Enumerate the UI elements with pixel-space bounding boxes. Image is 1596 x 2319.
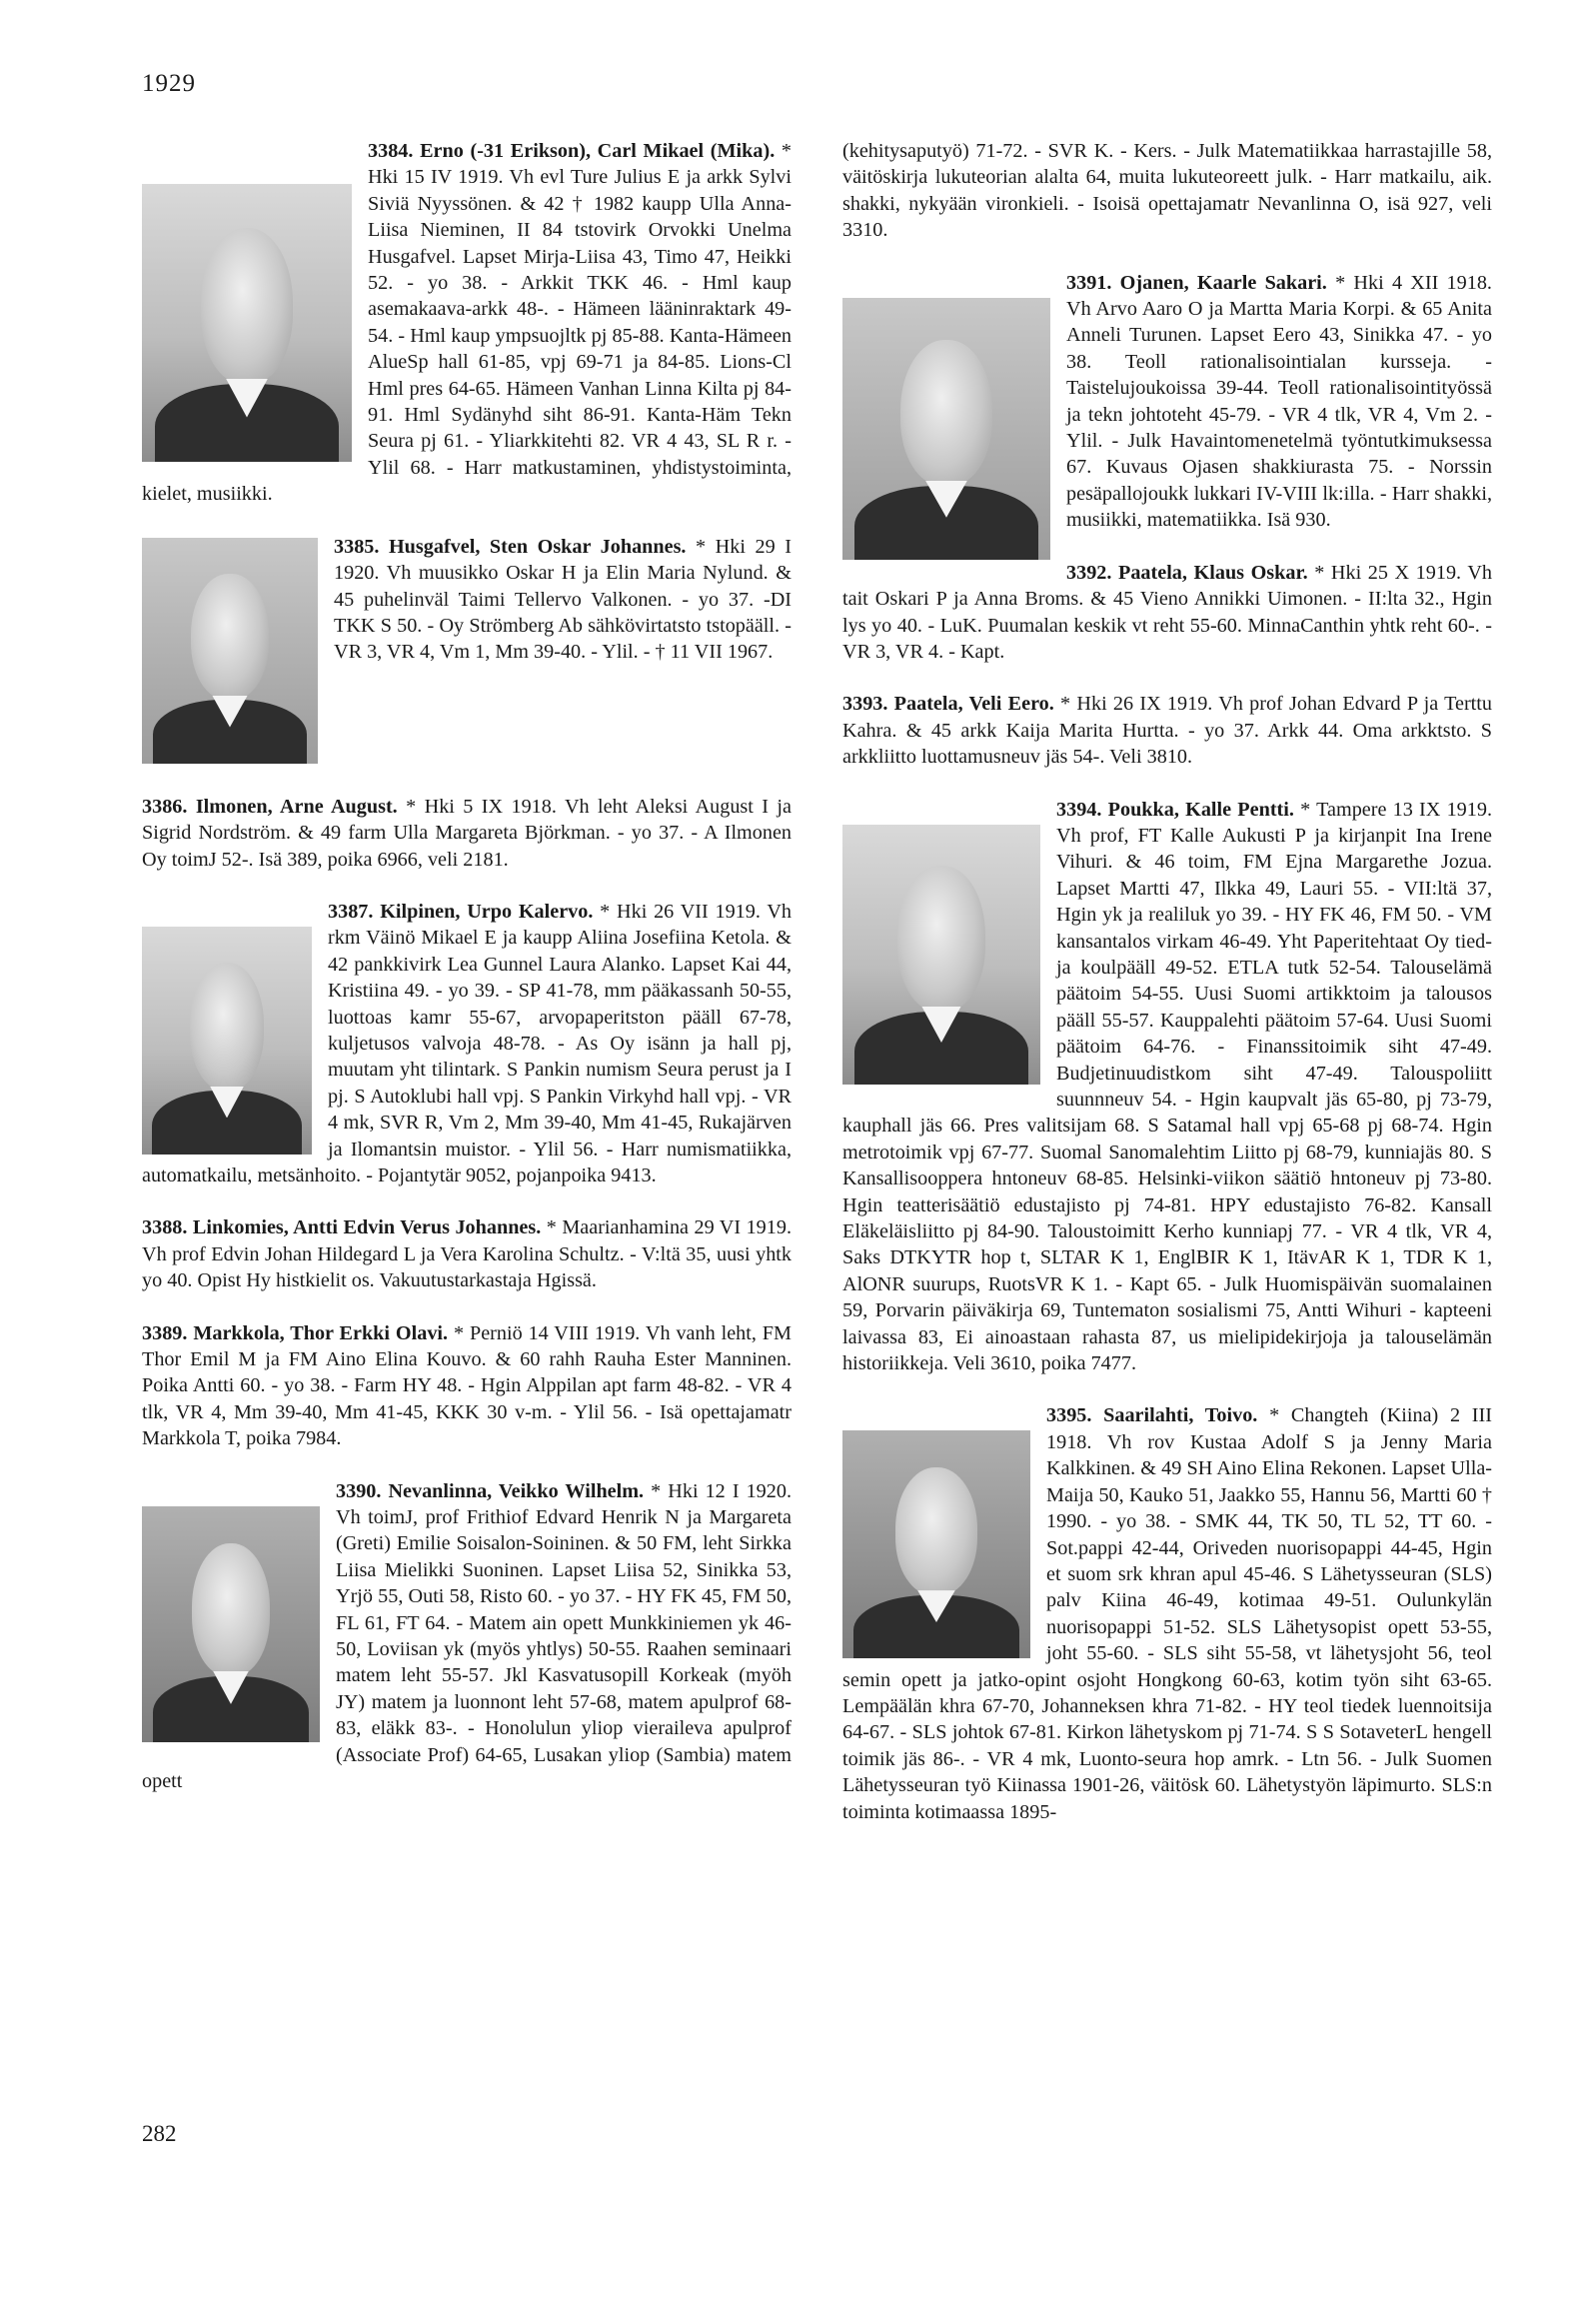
entry-3384 — [142, 138, 792, 508]
entry-heading: 3389. Markkola, Thor Erkki Olavi. — [142, 1321, 449, 1344]
portrait-face — [192, 1543, 270, 1675]
entry-heading: 3386. Ilmonen, Arne August. — [142, 795, 398, 818]
entry-text: * Hki 4 XII 1918. Vh Arvo Aaro O ja Martta Maria Korpi. & 65 Anita Anneli Turunen. Lapset Eero 43, Sinikka 47. - yo 38. Teoll rationalisointialan kursseja. - Taistelujoukoissa 39-44. Teoll rationalisointityössä ja tekn johtoteht 45-79. - VR 4 tlk, VR 4, Vm 2. - Ylil. - Julk Havaintomenetelmä työntutkimuksessa 67. Kuvaus Ojasen shakkiurasta 75. - Norssin pesäpallojoukk lukkari IV-VIII lk:illa. - Harr shakki, musiikki, matematiikka. Isä 930. — [1066, 271, 1492, 532]
portrait-photo — [842, 825, 1040, 1085]
entry-3387 — [142, 899, 792, 1188]
entry-text: * Hki 25 X 1919. Vh tait Oskari P ja Anna Broms. & 45 Vieno Annikki Uimonen. - II:lta 32., Hgin lys yo 40. - LuK. Puumalan keskik vt reht 55-60. MinnaCanthin yhtk reht 60-. - VR 3, VR 4. - Kapt. — [842, 561, 1492, 663]
entry-text: * Hki 29 I 1920. Vh muusikko Oskar H ja Elin Maria Nylund. & 45 puhelinväl Taimi Tellervo Valkonen. - yo 37. -DI TKK S 50. - Oy Strömberg Ab sähkövirtatsto tstopääll. - VR 3, VR 4, Vm 1, Mm 39-40. - Ylil. - † 11 VII 1967. — [334, 535, 792, 664]
entry-heading: 3392. Paatela, Klaus Oskar. — [1066, 561, 1308, 584]
entry-3386 — [142, 794, 792, 873]
entry-text: * Tampere 13 IX 1919. Vh prof, FT Kalle Aukusti P ja kirjanpit Ina Irene Vihuri. & 46 toim, FM Ejna Margarethe Jozua. Lapset Martti 47, Ilkka 49, Lauri 55. - VII:ltä 37, Hgin yk ja realiluk yo 39. - HY FK 46, FM 50. - VM kansantalos virkam 46-49. Yht Paperitehtaat Oy tied- ja koulpääll 49-52. ETLA tutk 52-54. Talouselämä päätoim 54-55. Uusi Suomi artikktoim ja talousos pääll 55-57. Kauppalehti päätoim 57-64. Uusi Suomi päätoim 64-76. - Finanssitoimik siht 47-49. Budjetinuudistkom siht 47-49. Talouspoliitt suunnneuv 54. - Hgin kaupvalt jäs 65-80, pj 73-79, kauphall jäs 66. Pres valitsijam 68. S Satamal hall vpj 65-68 pj 68-74. Hgin metrotoimik vpj 67-77. Suomal Sanomalehtim Liitto pj 68-79, kunniajäs 80. S Kansallisooppera hntoneuv 68-85. Helsinki-viikon säätiö hntoneuv pj 73-80. Hgin teatterisäätiö edustajisto pj 74-81. HPY edustajisto 76-82. Kansall Eläkeläisliitto pj 84-90. Taloustoimitt Kerho kunniapj 77. - VR 4 tlk, VR 4, Saks DTKYTR hop t, SLTAR K 1, EnglBIR K 1, ItävAR K 1, TDR K 1, AlONR suurups, RuotsVR K 1. - Kapt 65. - Julk Huomispäivän suomalainen 59, Porvarin päiväkirja 69, Tuntematon sosialismi 75, Antti Wihuri - kapteeni laivassa 83, Ei ainoastaan rahasta 87, us mielipidekirjoja ja talouselämän historiikkeja. Veli 3610, poika 7477. — [842, 798, 1493, 1375]
entry-heading: 3384. Erno (-31 Erikson), Carl Mikael (Mika). — [368, 140, 776, 162]
entry-text: * Hki 26 IX 1919. Vh prof Johan Edvard P ja Terttu Kahra. & 45 arkk Kaija Marita Hurtta. - yo 37. Arkk 44. Oma arkktsto. S arkkliitto luottamusneuv jäs 54-. Veli 3810. — [842, 693, 1492, 769]
entry-heading: 3395. Saarilahti, Toivo. — [1046, 1404, 1258, 1427]
portrait-face — [190, 963, 265, 1091]
entry-text: * Hki 12 I 1920. Vh toimJ, prof Frithiof Edvard Henrik N ja Margareta (Greti) Emilie Soisalon-Soininen. & 50 FM, leht Sirkka Liisa Mielikki Suoninen. Lapset Liisa 52, Sinikka 53, Yrjö 55, Outi 58, Risto 60. - yo 37. - HY FK 45, FM 50, FL 61, FT 64. - Matem ain opett Munkkiniemen yk 46-50, Loviisan yk (myös yhtlys) 50-55. Raahen seminaari matem leht 55-57. Jkl Kasvatusopill Korkeak (myöh JY) matem ja luonnont leht 57-68, matem apulprof 68-83, eläkk 83-. - Honolulun yliop vieraileva apulprof (Associate Prof) 64-65, Lusakan yliop (Sambia) matem opett — [142, 1479, 792, 1793]
entry-3385 — [142, 534, 792, 768]
entry-3392 — [842, 560, 1492, 666]
entry-text: * Maarianhamina 29 VI 1919. Vh prof Edvin Johan Hildegard L ja Vera Karolina Schultz. - V:ltä 35, uusi yhtk yo 40. Opist Hy histkielit os. Vakuutustarkastaja Hgissä. — [142, 1216, 792, 1292]
entry-text: * Hki 26 VII 1919. Vh rkm Väinö Mikael E ja kaupp Aliina Josefiina Ketola. & 42 pankkivirk Lea Gunnel Laura Alanko. Lapset Kai 44, Kristiina 49. - yo 39. - SP 41-78, mm pääkassanh 50-55, luottoas kamr 55-67, arvopaperitston pääll 67-78, kuljetusos valvoja 48-78. - As Oy isänn ja hall pj, muutam yht tilintark. S Pankin numism Seura perust ja I pj. S Autoklubi hall vpj. S Pankin Virkyhd hall vpj. - VR 4 mk, SVR R, Vm 2, Mm 39-40, Mm 41-45, Rukajärven ja Ilomantsin muistor. - Ylil 56. - Harr numismatiikka, automatkailu, metsänhoito. - Pojantytär 9052, pojanpoika 9413. — [142, 900, 792, 1186]
entry-3393 — [842, 691, 1492, 770]
entry-heading: 3388. Linkomies, Antti Edvin Verus Johannes. — [142, 1216, 542, 1239]
entry-3391 — [842, 270, 1492, 534]
portrait-face — [201, 228, 293, 384]
entry-text: * Hki 5 IX 1918. Vh leht Aleksi August I ja Sigrid Nordström. & 49 farm Ulla Margareta Björkman. - yo 37. - A Ilmonen Oy toimJ 52-. Isä 389, poika 6966, veli 2181. — [142, 795, 792, 871]
entry-3395 — [842, 1402, 1492, 1825]
portrait-photo — [842, 298, 1050, 560]
entry-3388 — [142, 1214, 792, 1293]
entry-text: (kehitysaputyö) 71-72. - SVR K. - Kers. - Julk Matematiikkaa harrastajille 58, väitöskirja lukuteorian alalta 64, muita lukuteoreett julk. - Harr matkailu, aik. shakki, nykyään vironkieli. - Isoisä opettajamatr Nevanlinna O, isä 927, veli 3310. — [842, 140, 1492, 242]
portrait-photo — [842, 1430, 1030, 1658]
entry-3394 — [842, 797, 1492, 1377]
entry-text: * Changteh (Kiina) 2 III 1918. Vh rov Kustaa Adolf S ja Jenny Maria Kalkkinen. & 49 SH Aino Elina Rekonen. Lapset Ulla-Maija 50, Kauko 51, Jaakko 55, Hannu 56, Martti 60 † 1990. - yo 38. - SMK 44, TK 50, TL 52, TT 60. - Sot.pappi 42-44, Oriveden nuorisopappi 44-45, Hgin et suom srk khran apul 45-46. S Lähetysseuran (SLS) palv Kiina 46-49, kotimaa 49-51. Oulunkylän nuorisopappi 51-52. SLS Lähetysopist opett 53-55, joht 55-60. - SLS siht 55-58, vt lähetysjoht 56, teol semin opett ja jatko-opint osjoht Hongkong 60-63, kotim työn siht 63-65. Lempäälän khra 67-70, Johanneksen khra 71-82. - HY teol tiedek luennoitsija 64-67. - SLS johtok 67-81. Kirkon lähetyskom pj 71-74. S S SotaveterL hengell toimik jäs 86-. - VR 4 mk, Luonto-seura hop amrk. - Ltn 56. - Julk Suomen Lähetysseuran työ Kiinassa 1901-26, väitösk 60. Lähetystyön läpimurto. SLS:n toiminta kotimaassa 1895- — [842, 1404, 1492, 1823]
entry-heading: 3390. Nevanlinna, Veikko Wilhelm. — [336, 1479, 645, 1502]
right-column — [842, 138, 1492, 1851]
portrait-photo — [142, 927, 312, 1155]
portrait-photo — [142, 1506, 320, 1742]
entry-heading: 3385. Husgafvel, Sten Oskar Johannes. — [334, 535, 687, 558]
entry-heading: 3393. Paatela, Veli Eero. — [842, 693, 1054, 716]
portrait-face — [900, 340, 992, 487]
page-number: 282 — [142, 2121, 177, 2146]
portrait-face — [895, 1467, 978, 1595]
portrait-photo — [142, 538, 318, 764]
entry-3390 — [142, 1478, 792, 1795]
entry-text: * Hki 15 IV 1919. Vh evl Ture Julius E ja arkk Sylvi Siviä Nyyssönen. & 42 † 1982 kaupp Ulla Anna-Liisa Nieminen, II 84 tstovirk Orvokki Unelma Husgafvel. Lapset Mirja-Liisa 43, Timo 47, Heikki 52. - yo 38. - Arkkit TKK 46. - Hml kaup asemakaava-arkk 48-. - Hämeen lääninraktark 49-54. - Hml kaup ympsuojltk pj 85-88. Kanta-Hämeen AlueSp hall 61-85, vpj 69-71 ja 84-85. Lions-Cl Hml pres 64-65. Hämeen Vanhan Linna Kilta pj 84-91. Hml Sydänyhd siht 86-91. Kanta-Häm Tekn Seura pj 61. - Yliarkkitehti 82. VR 4 43, SL R r. - Ylil 68. - Harr matkustaminen, yhdistystoiminta, kielet, musiikki. — [142, 140, 793, 506]
entry-heading: 3391. Ojanen, Kaarle Sakari. — [1066, 271, 1327, 294]
portrait-face — [897, 866, 984, 1012]
portrait-photo — [142, 184, 352, 462]
portrait-face — [191, 574, 268, 701]
left-column — [142, 138, 792, 1821]
entry-text: * Perniö 14 VIII 1919. Vh vanh leht, FM Thor Emil M ja FM Aino Elina Kouvo. & 60 rahh Rauha Ester Manninen. Poika Antti 60. - yo 38. - Farm HY 48. - Hgin Alppilan apt farm 48-82. - VR 4 tlk, VR 4, Mm 39-40, Mm 41-45, KKK 30 v-m. - Ylil 56. - Isä opettajamatr Markkola T, poika 7984. — [142, 1321, 792, 1450]
entry-3390-continued — [842, 138, 1492, 244]
page-header: 1929 — [142, 70, 196, 97]
entry-heading: 3387. Kilpinen, Urpo Kalervo. — [328, 900, 594, 923]
entry-3389 — [142, 1320, 792, 1452]
entry-heading: 3394. Poukka, Kalle Pentti. — [1056, 798, 1294, 821]
